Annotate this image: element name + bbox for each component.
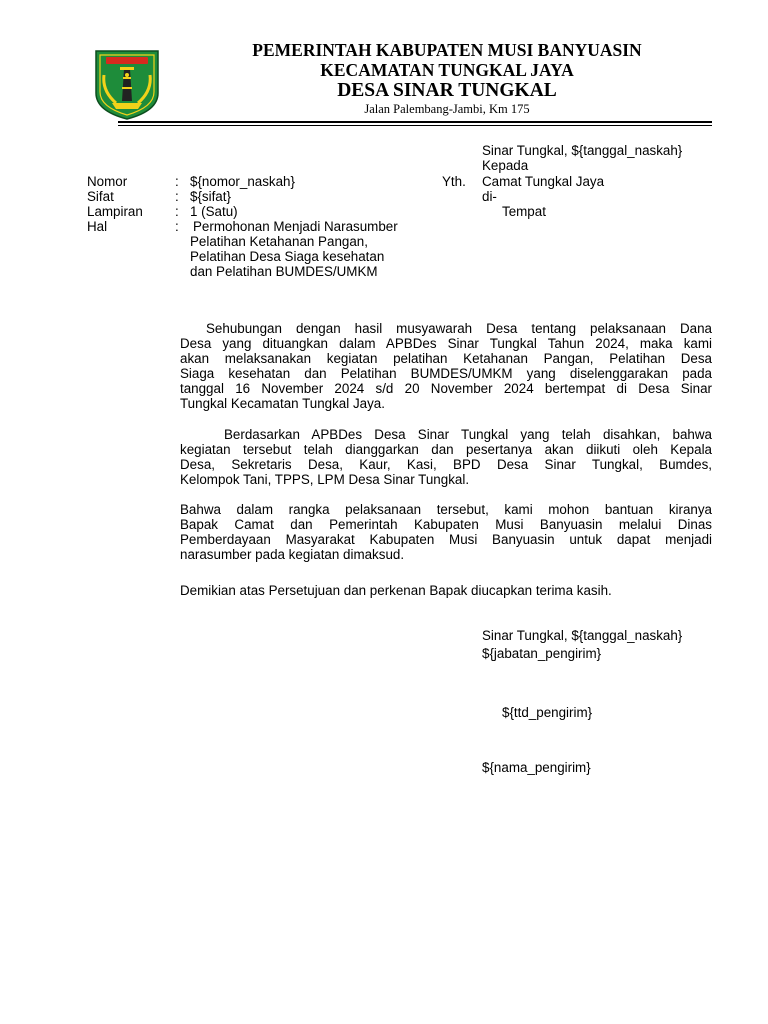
paragraph-line: Desa yang dituangkan dalam APBDes Sinar Tungkal Tahun 2024, maka kami <box>180 336 712 351</box>
signature-position: ${jabatan_pengirim} <box>482 646 602 661</box>
hal-line: Pelatihan Ketahanan Pangan, <box>190 234 368 249</box>
recipient-name: Camat Tungkal Jaya <box>482 174 605 189</box>
paragraph-line: Pemberdayaan Masyarakat Kabupaten Musi Banyuasin untuk dapat menjadi <box>180 532 712 547</box>
letterhead-divider <box>118 121 712 123</box>
nomor-label: Nomor <box>87 174 128 189</box>
lampiran-label: Lampiran <box>87 204 143 219</box>
paragraph-line: Bahwa dalam rangka pelaksanaan tersebut, kami mohon bantuan kiranya <box>180 502 712 517</box>
lampiran-value: 1 (Satu) <box>190 204 238 219</box>
hal-line: Permohonan Menjadi Narasumber <box>193 219 398 234</box>
paragraph-line: Berdasarkan APBDes Desa Sinar Tungkal yang telah disahkan, bahwa <box>224 427 712 442</box>
letterhead-regency: PEMERINTAH KABUPATEN MUSI BANYUASIN <box>252 40 642 60</box>
nomor-colon: : <box>175 174 179 189</box>
lampiran-colon: : <box>175 204 179 219</box>
paragraph-line: Tungkal Kecamatan Tungkal Jaya. <box>180 396 385 411</box>
signature-ttd: ${ttd_pengirim} <box>502 705 593 720</box>
paragraph-line: Bapak Camat dan Pemerintah Kabupaten Musi Banyuasin melalui Dinas <box>180 517 712 532</box>
recipient-kepada: Kepada <box>482 158 529 173</box>
letterhead-village: DESA SINAR TUNGKAL <box>337 80 557 101</box>
sifat-value: ${sifat} <box>190 189 231 204</box>
recipient-yth: Yth. <box>442 174 466 189</box>
paragraph-line: akan melaksanakan kegiatan pelatihan Ketahanan Pangan, Pelatihan Desa <box>180 351 712 366</box>
paragraph-line: narasumber pada kegiatan dimaksud. <box>180 547 405 562</box>
sifat-label: Sifat <box>87 189 114 204</box>
signature-place-date: Sinar Tungkal, ${tanggal_naskah} <box>482 628 683 643</box>
body-paragraph-2 <box>180 427 712 487</box>
paragraph-line: tanggal 16 November 2024 s/d 20 November 2024 bertempat di Desa Sinar <box>180 381 712 396</box>
body-paragraph-1 <box>180 321 712 411</box>
hal-line: Pelatihan Desa Siaga kesehatan <box>190 249 385 264</box>
hal-colon: : <box>175 219 179 234</box>
paragraph-line: Sehubungan dengan hasil musyawarah Desa tentang pelaksanaan Dana <box>206 321 712 336</box>
paragraph-line: Desa, Sekretaris Desa, Kaur, Kasi, BPD Desa Sinar Tungkal, Bumdes, <box>180 457 712 472</box>
sifat-colon: : <box>175 189 179 204</box>
letter-date: Sinar Tungkal, ${tanggal_naskah} <box>482 143 683 158</box>
signature-name: ${nama_pengirim} <box>482 760 591 775</box>
paragraph-line: Siaga kesehatan dan Pelatihan BUMDES/UMKM yang diselenggarakan pada <box>180 366 712 381</box>
recipient-di: di- <box>482 189 497 204</box>
hal-line: dan Pelatihan BUMDES/UMKM <box>190 264 378 279</box>
recipient-tempat: Tempat <box>502 204 546 219</box>
hal-label: Hal <box>87 219 108 234</box>
letterhead-address: Jalan Palembang-Jambi, Km 175 <box>364 102 530 116</box>
paragraph-line: Kelompok Tani, TPPS, LPM Desa Sinar Tungkal. <box>180 472 470 487</box>
letterhead-district: KECAMATAN TUNGKAL JAYA <box>320 60 574 80</box>
letterhead-divider-thin <box>118 125 712 126</box>
nomor-value: ${nomor_naskah} <box>190 174 295 189</box>
body-paragraph-3 <box>180 502 712 562</box>
paragraph-line: kegiatan tersebut telah dianggarkan dan pesertanya akan diikuti oleh Kepala <box>180 442 712 457</box>
closing-paragraph: Demikian atas Persetujuan dan perkenan Bapak diucapkan terima kasih. <box>180 583 612 598</box>
